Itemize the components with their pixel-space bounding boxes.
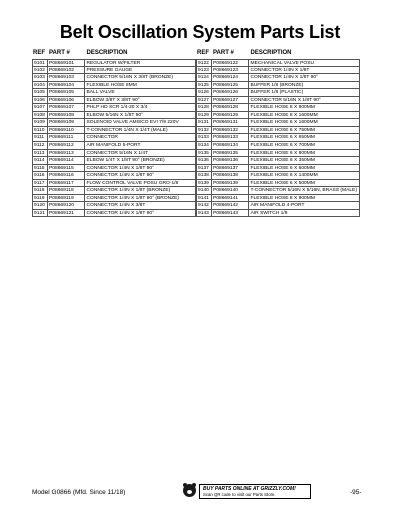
cell-ref: 9139 xyxy=(196,180,212,187)
table-row xyxy=(32,157,196,165)
cell-ref: 9129 xyxy=(196,112,212,119)
parts-store-promo[interactable] xyxy=(199,484,311,499)
table-row xyxy=(196,104,360,112)
page-title: Belt Oscillation System Parts List xyxy=(59,22,341,42)
cell-description: CONNECTOR 1/4N X 1/8T (BRONZE) xyxy=(85,187,196,194)
cell-ref: 9114 xyxy=(32,157,48,164)
table-row xyxy=(196,97,360,105)
cell-part: P08669132 xyxy=(212,127,249,134)
table-row xyxy=(32,202,196,210)
cell-ref: 9115 xyxy=(32,165,48,172)
table-row xyxy=(196,202,360,210)
table-row xyxy=(32,180,196,188)
cell-ref: 9132 xyxy=(196,127,212,134)
cell-part: P08669133 xyxy=(212,134,249,141)
table-row xyxy=(32,134,196,142)
cell-description: PHLP HD SCR 1/4-20 X 3/4 xyxy=(85,104,196,111)
header-part: PART # xyxy=(213,50,234,56)
cell-description: CONNECTOR 1/4N X 1/8T 90° (BRONZE) xyxy=(85,195,196,202)
table-row xyxy=(32,142,196,150)
cell-description: ELBOW 3/8T X 3/8T 90° xyxy=(85,97,196,104)
cell-ref: 9121 xyxy=(32,210,48,217)
cell-part: P08669101 xyxy=(48,60,85,66)
cell-part: P08669138 xyxy=(212,172,249,179)
cell-description: CONNECTOR 5/16N X 3/8T (BRONZE) xyxy=(85,74,196,81)
cell-description: FLEXIBLE HOSE 6 X 500MM xyxy=(249,180,360,187)
cell-description: PRESSURE GAUGE xyxy=(85,67,196,74)
table-row xyxy=(196,172,360,180)
cell-part: P08669111 xyxy=(48,134,85,141)
cell-description: CONNECTOR xyxy=(85,134,196,141)
cell-ref: 9134 xyxy=(196,142,212,149)
cell-part: P08669141 xyxy=(212,195,249,202)
table-row xyxy=(196,180,360,188)
cell-description: CONNECTOR 1/4N X 1/8T xyxy=(249,67,360,74)
cell-description: FLEXIBLE HOSE 6 X 650MM xyxy=(249,134,360,141)
cell-part: P08669105 xyxy=(48,89,85,96)
cell-description: FLEXIBLE HOSE 8MM xyxy=(85,82,196,89)
bear-snout-icon xyxy=(187,490,192,494)
cell-part: P08669123 xyxy=(212,67,249,74)
table-row xyxy=(32,119,196,127)
cell-ref: 9136 xyxy=(196,157,212,164)
table-row xyxy=(196,74,360,82)
cell-description: ELBOW 1/4T X 1/8T 90° (BRONZE) xyxy=(85,157,196,164)
parts-table-left xyxy=(32,49,196,217)
table-row xyxy=(196,112,360,120)
cell-part: P08669143 xyxy=(212,210,249,217)
cell-ref: 9120 xyxy=(32,202,48,209)
cell-ref: 9128 xyxy=(196,104,212,111)
table-row xyxy=(32,82,196,90)
cell-description: FLEXIBLE HOSE 6 X 600MM xyxy=(249,165,360,172)
table-row xyxy=(32,127,196,135)
table-row xyxy=(196,89,360,97)
header-ref: REF xyxy=(33,50,45,56)
cell-part: P08669116 xyxy=(48,172,85,179)
cell-part: P08669110 xyxy=(48,127,85,134)
cell-ref: 9131 xyxy=(196,119,212,126)
table-row xyxy=(196,82,360,90)
cell-description: SOLENOID VALVE AMISCO EVI 7/9 220V xyxy=(85,119,196,126)
table-row xyxy=(32,104,196,112)
cell-description: CONNECTOR 1/4N X 1/8T 90° xyxy=(85,165,196,172)
table-row xyxy=(196,210,360,218)
cell-description: T-CONNECTOR 5/16N X 5/16N, BRASS (MALE) xyxy=(249,187,360,194)
table-row xyxy=(196,134,360,142)
table-row xyxy=(196,150,360,158)
cell-ref: 9106 xyxy=(32,97,48,104)
cell-ref: 9142 xyxy=(196,202,212,209)
cell-ref: 9126 xyxy=(196,89,212,96)
cell-part: P08669134 xyxy=(212,142,249,149)
cell-ref: 9107 xyxy=(32,104,48,111)
promo-headline: BUY PARTS ONLINE AT GRIZZLY.COM! xyxy=(203,486,296,492)
cell-ref: 9118 xyxy=(32,187,48,194)
cell-ref: 9102 xyxy=(32,67,48,74)
cell-ref: 9108 xyxy=(32,112,48,119)
cell-ref: 9104 xyxy=(32,82,48,89)
cell-description: CONNECTOR 1/4N X 1/8T 90° xyxy=(85,172,196,179)
cell-description: FLOW CONTROL VALVE POSU GRO-1/8 xyxy=(85,180,196,187)
cell-ref: 9137 xyxy=(196,165,212,172)
table-row xyxy=(196,67,360,75)
cell-part: P08669125 xyxy=(212,82,249,89)
cell-ref: 9140 xyxy=(196,187,212,194)
cell-ref: 9133 xyxy=(196,134,212,141)
cell-ref: 9105 xyxy=(32,89,48,96)
cell-part: P08669124 xyxy=(212,74,249,81)
promo-subtext: Scan QR code to visit our Parts Store. xyxy=(203,492,276,497)
cell-ref: 9143 xyxy=(196,210,212,217)
table-body xyxy=(196,59,360,217)
model-label: Model G0866 (Mfd. Since 11/18) xyxy=(32,489,126,496)
table-header xyxy=(32,49,196,57)
cell-ref: 9109 xyxy=(32,119,48,126)
table-row xyxy=(32,74,196,82)
table-row xyxy=(32,67,196,75)
cell-part: P08669137 xyxy=(212,165,249,172)
cell-description: FLEXIBLE HOSE 8 X 900MM xyxy=(249,195,360,202)
cell-ref: 9141 xyxy=(196,195,212,202)
cell-description: CONNECTOR 5/16N X 1/4T xyxy=(85,150,196,157)
grizzly-bear-logo-icon xyxy=(183,484,196,497)
cell-part: P08669127 xyxy=(212,97,249,104)
cell-part: P08669135 xyxy=(212,150,249,157)
cell-description: FLEXIBLE HOSE 8 X 900MM xyxy=(249,104,360,111)
table-row xyxy=(196,119,360,127)
table-row xyxy=(32,59,196,67)
header-part: PART # xyxy=(49,50,70,56)
table-row xyxy=(196,127,360,135)
cell-ref: 9135 xyxy=(196,150,212,157)
cell-description: FLEXIBLE HOSE 6 X 1400MM xyxy=(249,172,360,179)
table-row xyxy=(32,112,196,120)
cell-part: P08669136 xyxy=(212,157,249,164)
cell-description: BUFFER 1/8 (PLASTIC) xyxy=(249,89,360,96)
table-row xyxy=(32,150,196,158)
table-row xyxy=(32,210,196,218)
cell-part: P08669128 xyxy=(212,104,249,111)
cell-description: CONNECTOR 1/4N X 1/8T 90° xyxy=(249,74,360,81)
cell-description: FLEXIBLE HOSE 6 X 700MM xyxy=(249,142,360,149)
bear-ear-icon xyxy=(192,483,196,487)
cell-part: P08669106 xyxy=(48,97,85,104)
cell-description: T-CONNECTOR 1/4N X 1/4T (MALE) xyxy=(85,127,196,134)
cell-part: P08669118 xyxy=(48,187,85,194)
table-row xyxy=(196,157,360,165)
cell-part: P08669112 xyxy=(48,142,85,149)
table-body xyxy=(32,59,196,217)
cell-description: FLEXIBLE HOSE 6 X 1600MM xyxy=(249,119,360,126)
cell-description: BALL VALVE xyxy=(85,89,196,96)
cell-description: CONNECTOR 1/4N X 1/8T 90° xyxy=(85,210,196,217)
cell-part: P08669103 xyxy=(48,74,85,81)
cell-ref: 9127 xyxy=(196,97,212,104)
cell-part: P08669107 xyxy=(48,104,85,111)
cell-ref: 9112 xyxy=(32,142,48,149)
cell-part: P08669115 xyxy=(48,165,85,172)
cell-part: P08669131 xyxy=(212,119,249,126)
cell-part: P08669108 xyxy=(48,112,85,119)
cell-description: REGULATOR W/FILTER xyxy=(85,60,196,66)
cell-ref: 9119 xyxy=(32,195,48,202)
header-description: DESCRIPTION xyxy=(250,50,292,56)
cell-part: P08669119 xyxy=(48,195,85,202)
table-row xyxy=(32,165,196,173)
cell-part: P08669140 xyxy=(212,187,249,194)
cell-ref: 9113 xyxy=(32,150,48,157)
header-description: DESCRIPTION xyxy=(86,50,128,56)
cell-part: P08669142 xyxy=(212,202,249,209)
cell-part: P08669139 xyxy=(212,180,249,187)
cell-description: BUFFER 1/8 (BRONZE) xyxy=(249,82,360,89)
table-row xyxy=(196,59,360,67)
cell-ref: 9110 xyxy=(32,127,48,134)
cell-description: CONNECTOR 1/4N X 3/8T xyxy=(85,202,196,209)
cell-part: P08669129 xyxy=(212,112,249,119)
table-row xyxy=(32,195,196,203)
cell-description: AIR MANIFOLD 4-PORT xyxy=(249,202,360,209)
table-row xyxy=(32,89,196,97)
cell-description: MECHANICAL VALVE POSU xyxy=(249,60,360,66)
cell-part: P08669109 xyxy=(48,119,85,126)
table-row xyxy=(196,142,360,150)
table-row xyxy=(32,97,196,105)
cell-ref: 9124 xyxy=(196,74,212,81)
cell-part: P08669121 xyxy=(48,210,85,217)
table-row xyxy=(32,172,196,180)
table-header xyxy=(196,49,360,57)
cell-description: AIR SWITCH 1/8 xyxy=(249,210,360,217)
cell-part: P08669104 xyxy=(48,82,85,89)
cell-ref: 9122 xyxy=(196,60,212,66)
cell-part: P08669117 xyxy=(48,180,85,187)
cell-description: FLEXIBLE HOSE 6 X 800MM xyxy=(249,150,360,157)
cell-description: AIR MANIFOLD 5-PORT xyxy=(85,142,196,149)
bear-ear-icon xyxy=(183,483,187,487)
cell-part: P08669113 xyxy=(48,150,85,157)
table-row xyxy=(196,195,360,203)
cell-ref: 9116 xyxy=(32,172,48,179)
cell-ref: 9117 xyxy=(32,180,48,187)
table-row xyxy=(196,165,360,173)
cell-ref: 9125 xyxy=(196,82,212,89)
cell-part: P08669126 xyxy=(212,89,249,96)
cell-part: P08669122 xyxy=(212,60,249,66)
cell-part: P08669120 xyxy=(48,202,85,209)
table-row xyxy=(32,187,196,195)
cell-ref: 9103 xyxy=(32,74,48,81)
cell-part: P08669114 xyxy=(48,157,85,164)
cell-ref: 9111 xyxy=(32,134,48,141)
cell-description: CONNECTOR 5/16N X 1/8T 90° xyxy=(249,97,360,104)
cell-ref: 9138 xyxy=(196,172,212,179)
cell-description: FLEXIBLE HOSE 8 X 1600MM xyxy=(249,112,360,119)
cell-description: FLEXIBLE HOSE 6 X 750MM xyxy=(249,127,360,134)
parts-table-right xyxy=(196,49,360,217)
header-ref: REF xyxy=(197,50,209,56)
cell-ref: 9101 xyxy=(32,60,48,66)
cell-description: FLEXIBLE HOSE 6 X 350MM xyxy=(249,157,360,164)
page-number: -95- xyxy=(350,489,362,496)
cell-description: ELBOW 5/16N X 1/8T 90° xyxy=(85,112,196,119)
table-row xyxy=(196,187,360,195)
cell-ref: 9123 xyxy=(196,67,212,74)
cell-part: P08669102 xyxy=(48,67,85,74)
